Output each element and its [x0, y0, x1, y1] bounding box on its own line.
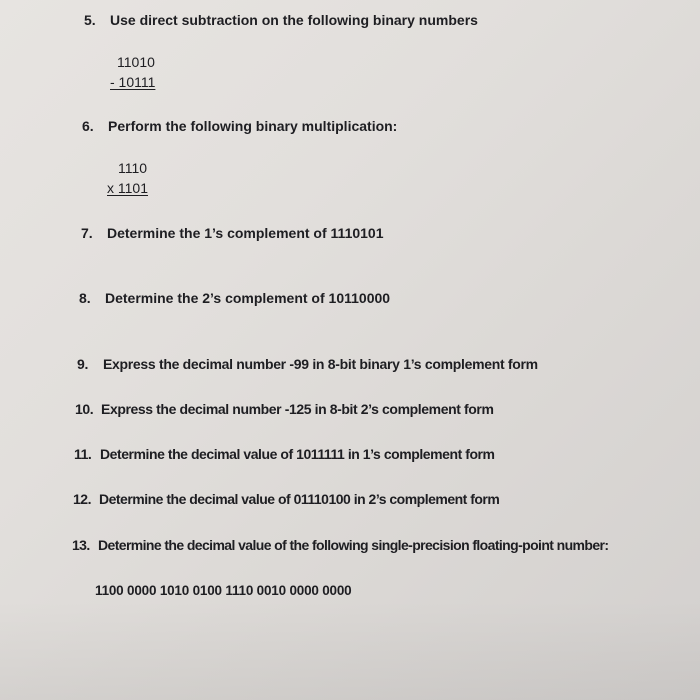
question-10-number: 10. [75, 401, 94, 417]
question-12 [73, 491, 499, 507]
floating-point-bits: 1100 0000 1010 0100 1110 0010 0000 0000 [95, 583, 352, 598]
question-5-number: 5. [84, 12, 96, 28]
question-13-text: Determine the decimal value of the following single-precision floating-point number: [98, 537, 609, 553]
subtraction-minuend: 11010 [117, 54, 155, 70]
question-8 [79, 290, 390, 306]
multiplication-multiplicand: 1110 [118, 160, 148, 176]
question-8-number: 8. [79, 290, 91, 306]
question-8-text: Determine the 2’s complement of 10110000 [105, 290, 391, 306]
question-13-number: 13. [72, 537, 90, 553]
question-7-number: 7. [81, 225, 93, 241]
question-9-number: 9. [77, 356, 89, 372]
question-6 [82, 118, 397, 134]
multiplication-multiplier: x 1101 [107, 180, 148, 196]
question-12-number: 12. [73, 491, 91, 507]
question-7 [81, 225, 384, 241]
question-13 [72, 537, 608, 553]
question-9-text: Express the decimal number -99 in 8-bit binary 1’s complement form [103, 356, 538, 372]
question-12-text: Determine the decimal value of 01110100 in 2’s complement form [99, 491, 500, 507]
question-10 [75, 401, 494, 417]
question-9 [77, 356, 538, 372]
question-11-number: 11. [74, 446, 92, 462]
question-10-text: Express the decimal number -125 in 8-bit 2’s complement form [101, 401, 494, 417]
question-11-text: Determine the decimal value of 1011111 in 1’s complement form [100, 446, 495, 462]
subtraction-subtrahend: - 10111 [110, 74, 156, 90]
question-11 [74, 446, 495, 462]
photo-shading [0, 600, 700, 700]
question-6-text: Perform the following binary multiplication: [108, 118, 398, 134]
question-7-text: Determine the 1’s complement of 1110101 [107, 225, 384, 241]
question-6-number: 6. [82, 118, 94, 134]
question-5 [84, 12, 478, 28]
question-5-text: Use direct subtraction on the following binary numbers [110, 12, 478, 28]
